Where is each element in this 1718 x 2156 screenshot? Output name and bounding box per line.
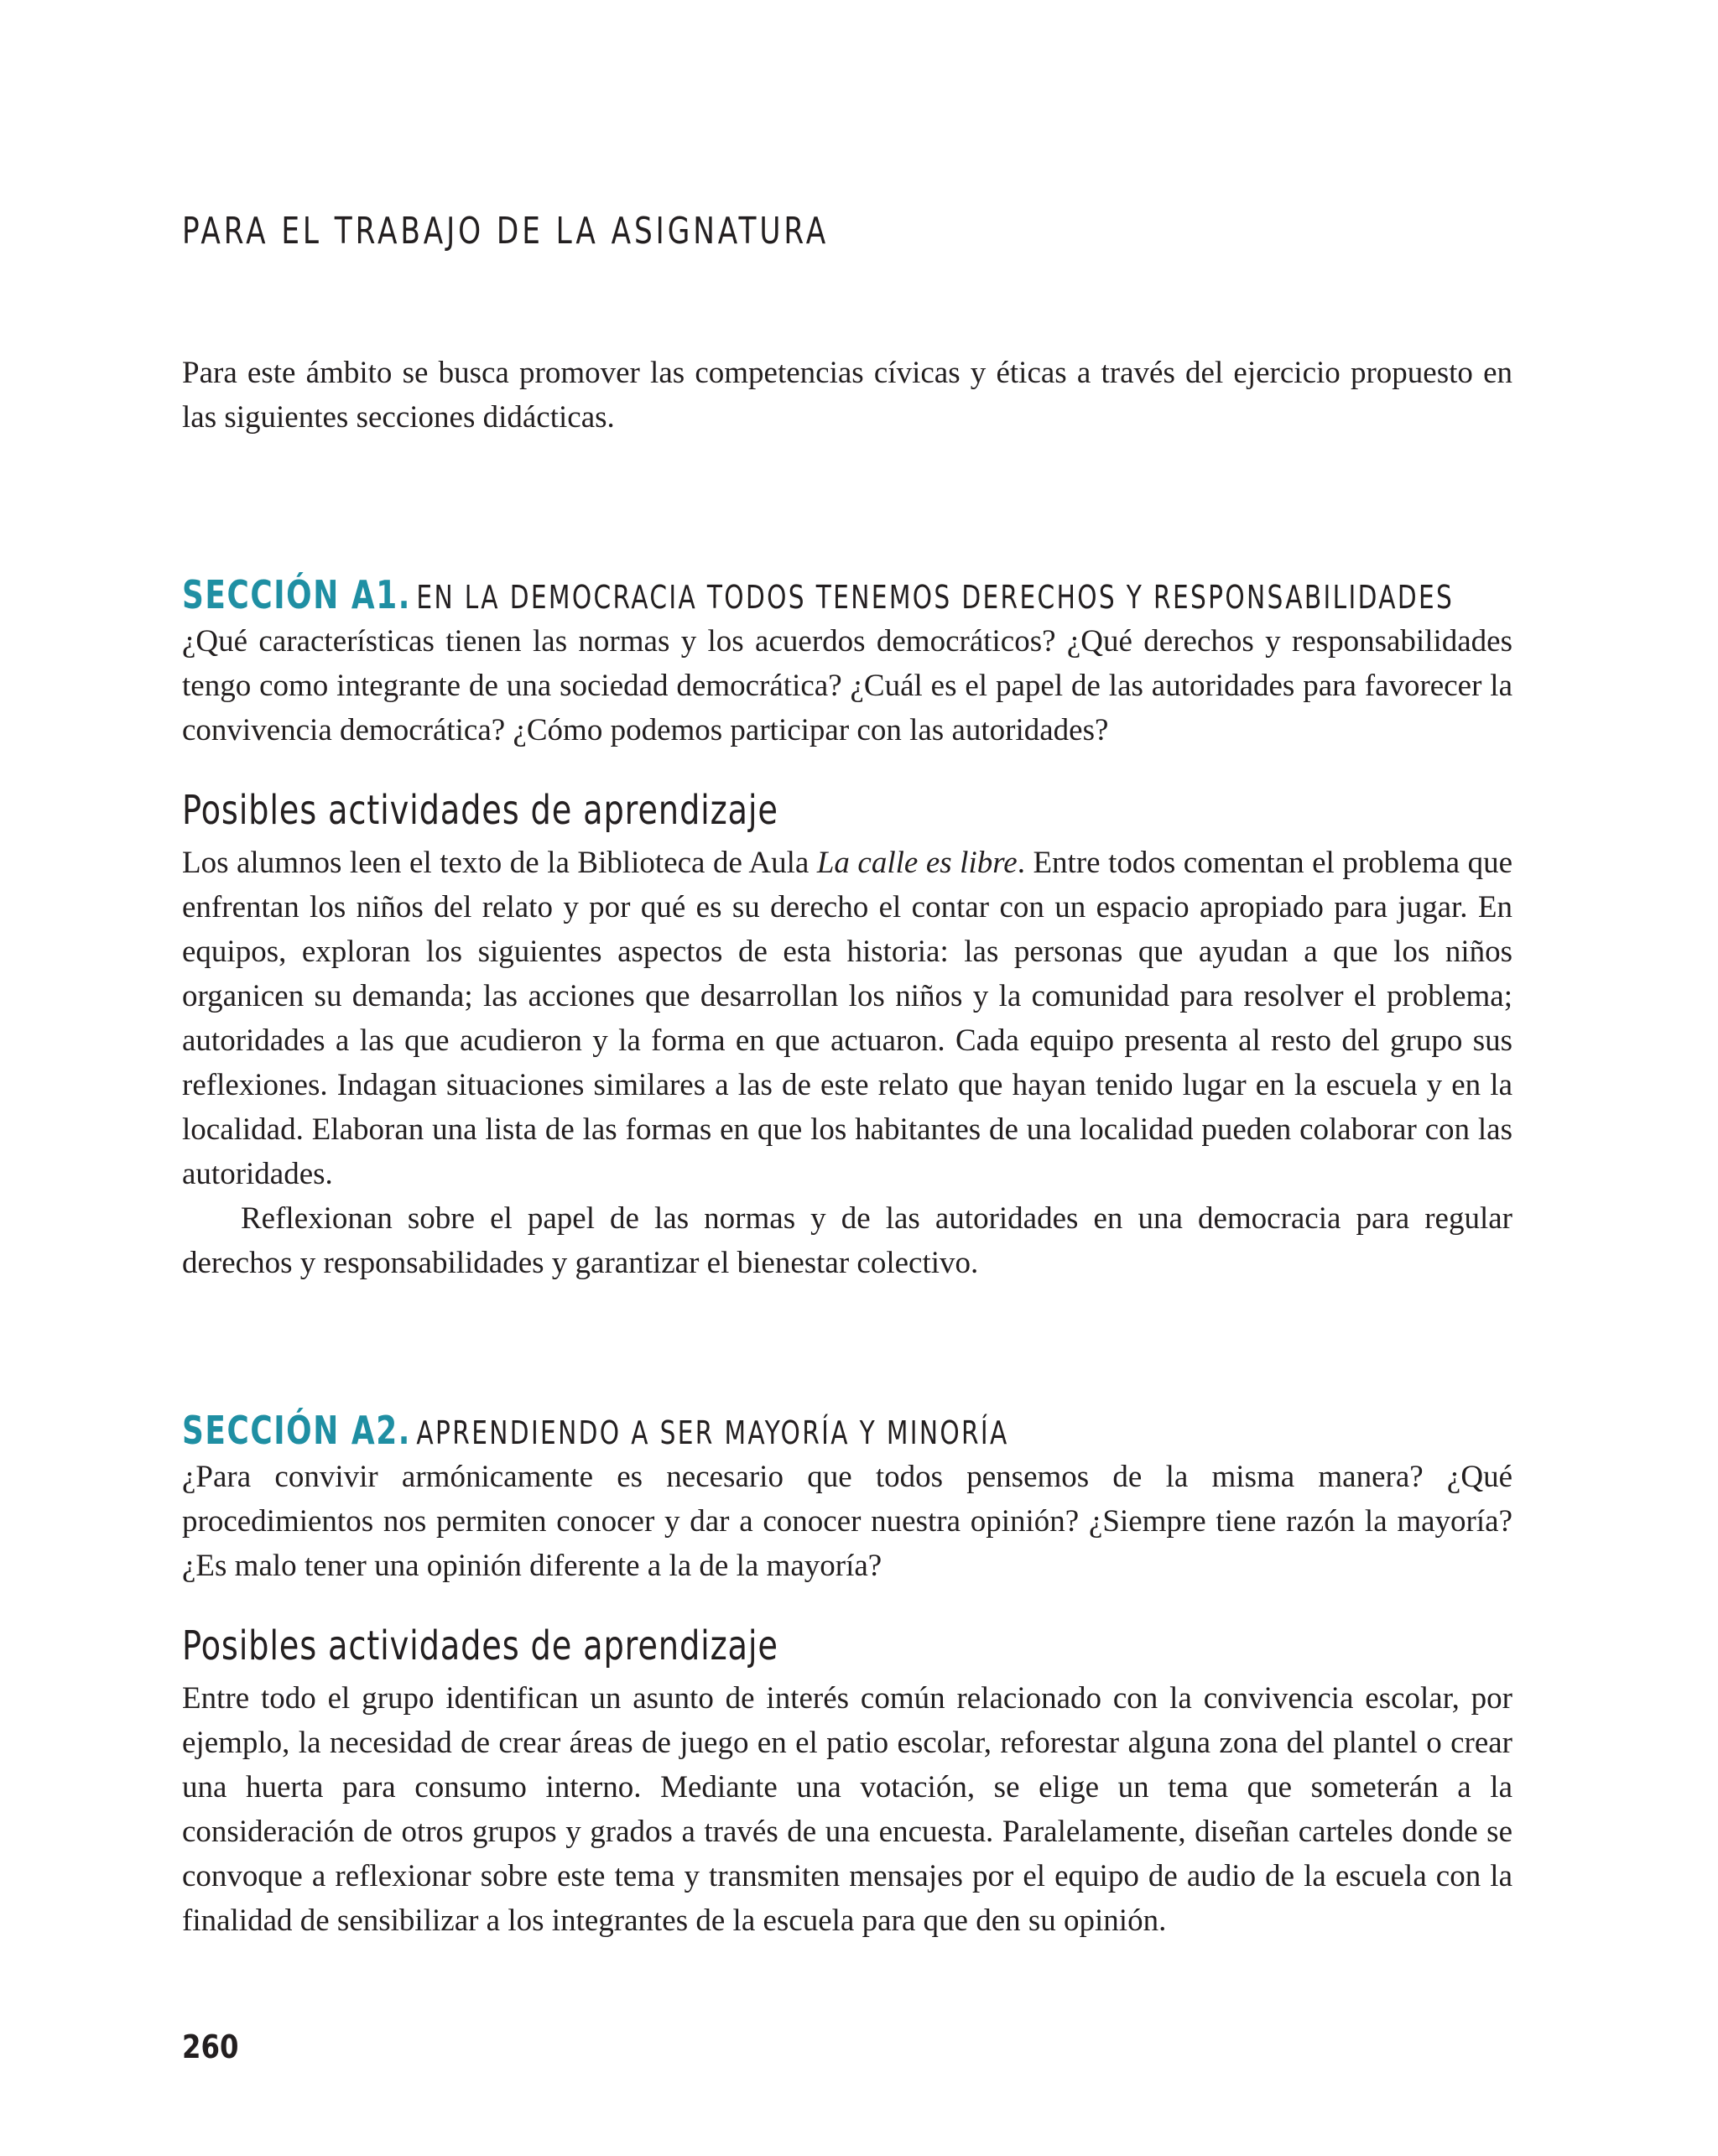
section-a2-activities-heading: Posibles actividades de aprendizaje: [182, 1622, 778, 1669]
section-a1-activities-paragraph-2: Reflexionan sobre el papel de las normas y de las autoridades en una democracia para regular derechos y responsabilidades y garantizar el bienestar colectivo.: [182, 1201, 1512, 1280]
section-a1-activities-heading: Posibles actividades de aprendizaje: [182, 787, 778, 834]
section-a1-activities-text-rest: . Entre todos comentan el problema que enfrentan los niños del relato y por qué es su derecho el contar con un espacio apropiado para jugar. En equipos, exploran los siguientes aspectos de esta historia: las personas que ayudan a que los niños organicen su demanda; las acciones que desarrollan los niños y la comunidad para resolver el problema; autoridades a las que acudieron y la forma en que actuaron. Cada equipo presenta al resto del grupo sus reflexiones. Indagan situaciones similares a las de este relato que hayan tenido lugar en la escuela y en la localidad. Elaboran una lista de las formas en que los habitantes de una localidad pueden colaborar con las autoridades.: [182, 846, 1513, 1191]
section-a1-number: SECCIÓN A1.: [182, 572, 411, 617]
section-a1-activities: [182, 841, 1512, 1285]
section-a2-heading: [182, 1408, 1009, 1453]
section-a2-questions: ¿Para convivir armónicamente es necesario que todos pensemos de la misma manera? ¿Qué procedimientos nos permiten conocer y dar a conocer nuestra opinión? ¿Siempre tiene razón la mayoría? ¿Es malo tener una opinión diferente a la de la mayoría?: [182, 1460, 1512, 1583]
section-a1-activities-paragraph-1: [182, 841, 1512, 1196]
section-a2-activities-paragraph: Entre todo el grupo identifican un asunto de interés común relacionado con la convivencia escolar, por ejemplo, la necesidad de crear áreas de juego en el patio escolar, reforestar alguna zona del plantel o crear una huerta para consumo interno. Mediante una votación, se elige un tema que someterán a la consideración de otros grupos y grados a través de una encuesta. Paralelamente, diseñan carteles donde se convoque a reflexionar sobre este tema y transmiten mensajes por el equipo de audio de la escuela con la finalidad de sensibilizar a los integrantes de la escuela para que den su opinión.: [182, 1681, 1512, 1938]
page-number: 260: [182, 2028, 239, 2065]
section-a2-title: APRENDIENDO A SER MAYORÍA Y MINORÍA: [416, 1414, 1009, 1451]
page-heading: PARA EL TRABAJO DE LA ASIGNATURA: [182, 210, 830, 253]
section-a1-title: EN LA DEMOCRACIA TODOS TENEMOS DERECHOS Y RESPONSABILIDADES: [416, 579, 1455, 616]
book-title: La calle es libre: [816, 846, 1018, 880]
section-a2-number: SECCIÓN A2.: [182, 1408, 411, 1453]
section-a1-heading: [182, 572, 1454, 617]
section-a1-questions: ¿Qué características tienen las normas y los acuerdos democráticos? ¿Qué derechos y responsabilidades tengo como integrante de una sociedad democrática? ¿Cuál es el papel de las autoridades para favorecer la convivencia democrática? ¿Cómo podemos participar con las autoridades?: [182, 624, 1512, 747]
section-a1-activities-text-start: Los alumnos leen el texto de la Biblioteca de Aula: [182, 846, 817, 880]
document-page: [182, 0, 1512, 2156]
intro-paragraph: Para este ámbito se busca promover las competencias cívicas y éticas a través del ejercicio propuesto en las siguientes secciones didácticas.: [182, 356, 1512, 435]
